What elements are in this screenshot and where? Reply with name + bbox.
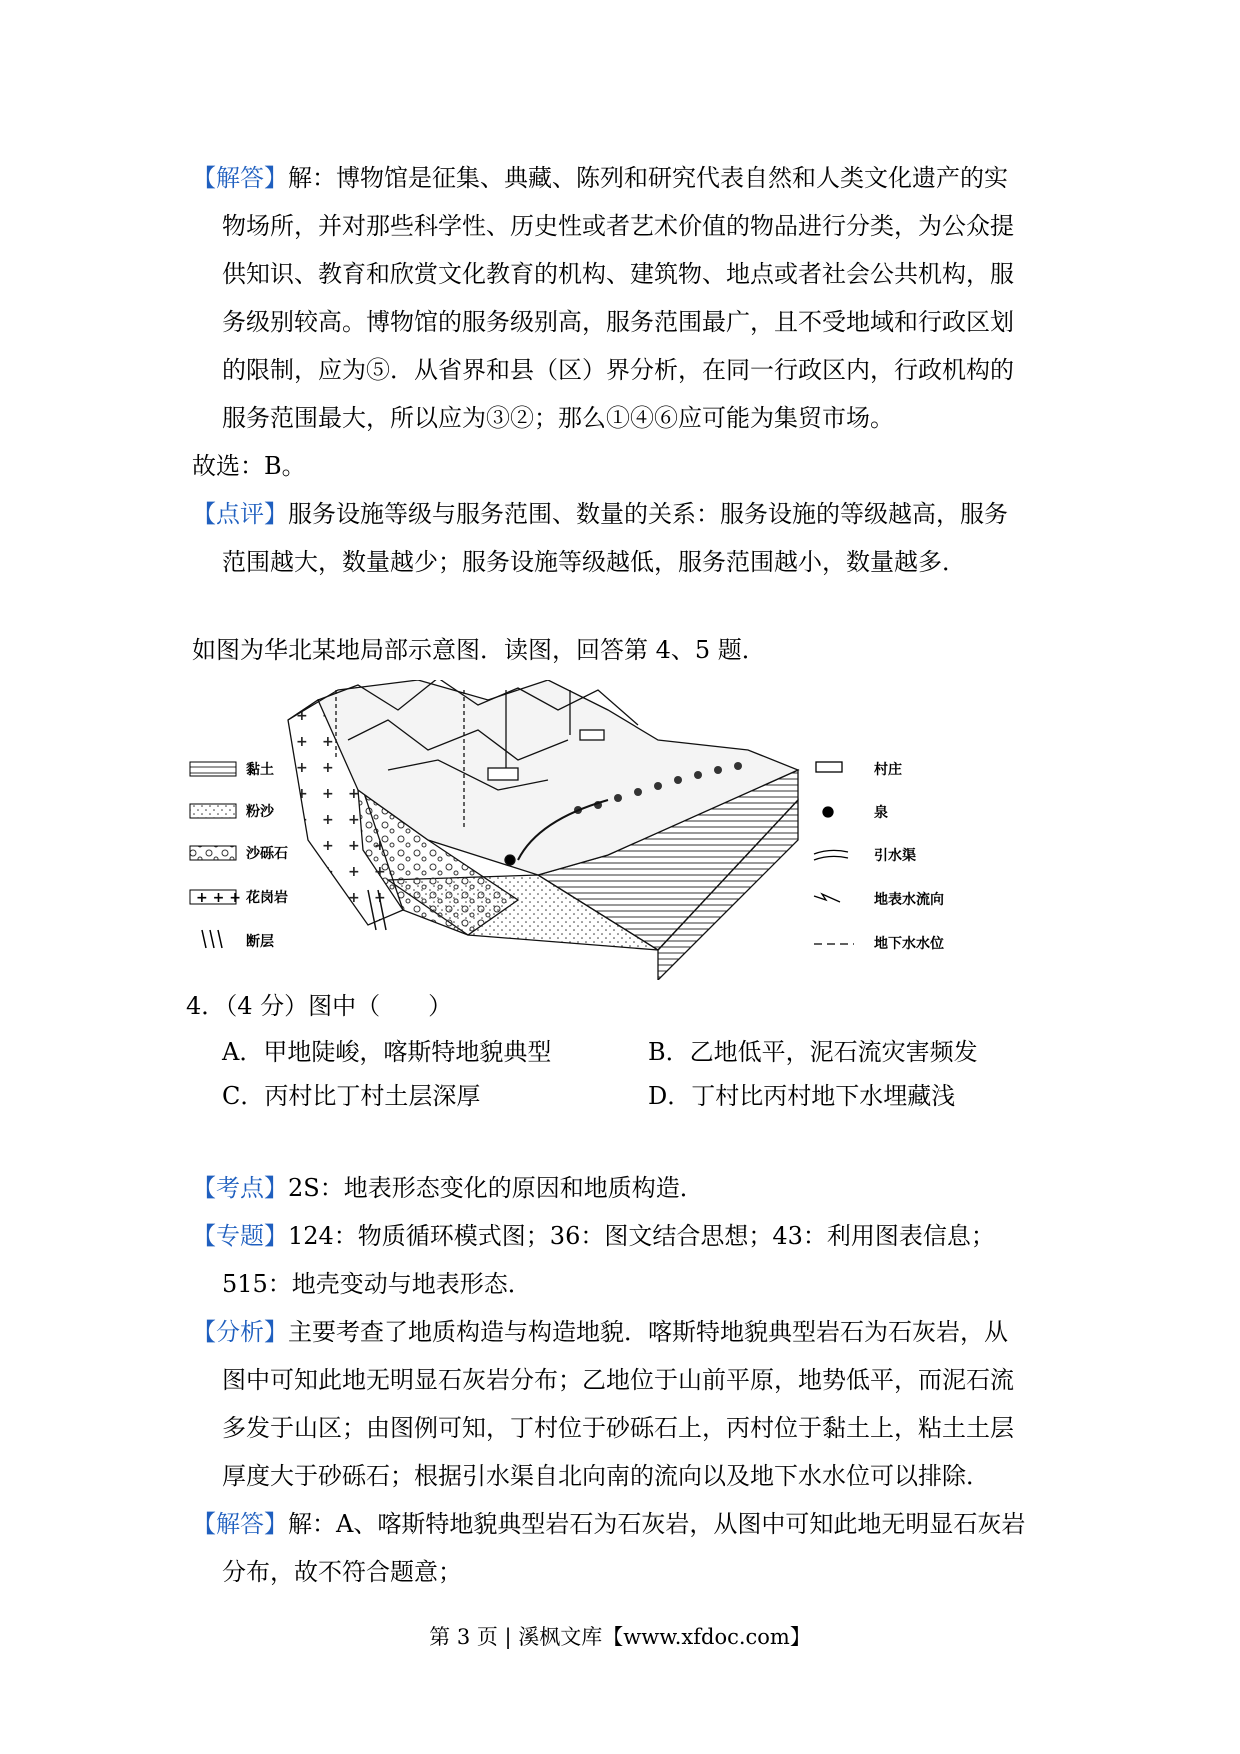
answer-choice: 故选：B。	[192, 452, 306, 480]
answer-explanation-block	[192, 154, 1062, 442]
answer-tag: 【解答】	[192, 1510, 288, 1538]
text-line: 范围越大，数量越少；服务设施等级越低，服务范围越小，数量越多．	[222, 548, 966, 576]
legend-granite-label: 花岗岩	[246, 890, 288, 906]
option-d: D．丁村比丙村地下水埋藏浅	[648, 1082, 956, 1110]
answer-explanation-block-2	[192, 1500, 1062, 1596]
text-line: 服务设施等级与服务范围、数量的关系：服务设施的等级越高，服务	[288, 500, 1008, 528]
text-line: 124：物质循环模式图；36：图文结合思想；43：利用图表信息；	[288, 1222, 995, 1250]
answer-tag: 【解答】	[192, 164, 288, 192]
fenxi-tag: 【分析】	[192, 1318, 288, 1346]
review-tag: 【点评】	[192, 500, 288, 528]
review-block	[192, 490, 1062, 586]
text-line: 解：博物馆是征集、典藏、陈列和研究代表自然和人类文化遗产的实	[288, 164, 1008, 192]
text-line: 物场所，并对那些科学性、历史性或者艺术价值的物品进行分类，为公众提	[222, 212, 1014, 240]
legend-village-label: 村庄	[874, 762, 902, 778]
zhuanti-tag: 【专题】	[192, 1222, 288, 1250]
text-line: 务级别较高。博物馆的服务级别高，服务范围最广，且不受地域和行政区划	[222, 308, 1014, 336]
zhuanti-block	[192, 1212, 1062, 1308]
question-stem: 4．（4 分）图中（ ）	[186, 992, 453, 1020]
text-line: 解：A、喀斯特地貌典型岩石为石灰岩，从图中可知此地无明显石灰岩	[288, 1510, 1026, 1538]
text-line: 多发于山区；由图例可知，丁村位于砂砾石上，丙村位于黏土上，粘土土层	[222, 1414, 1014, 1442]
text-line: 厚度大于砂砾石；根据引水渠自北向南的流向以及地下水水位可以排除．	[222, 1462, 990, 1490]
option-b: B．乙地低平，泥石流灾害频发	[648, 1038, 978, 1066]
svg-text:+ + +: + + +	[196, 890, 241, 906]
kaodian-tag: 【考点】	[192, 1174, 288, 1202]
fenxi-block	[192, 1308, 1062, 1500]
page-footer: 第 3 页 | 溪枫文库【www.xfdoc.com】	[429, 1625, 811, 1649]
text-line: 供知识、教育和欣赏文化教育的机构、建筑物、地点或者社会公共机构，服	[222, 260, 1014, 288]
legend-fault-label: 断层	[246, 934, 274, 950]
legend-surface-flow-label: 地表水流向	[874, 892, 944, 908]
legend-right	[814, 762, 854, 944]
text-line: 2S：地表形态变化的原因和地质构造．	[288, 1174, 704, 1202]
text-line: 分布，故不符合题意；	[222, 1558, 462, 1586]
legend-silt-label: 粉沙	[246, 804, 274, 820]
text-line: 的限制，应为⑤．从省界和县（区）界分析，在同一行政区内，行政机构的	[222, 356, 1014, 384]
kaodian-block	[192, 1164, 1062, 1212]
question-intro: 如图为华北某地局部示意图．读图，回答第 4、5 题．	[192, 636, 766, 664]
geology-block-diagram	[188, 680, 1008, 980]
text-line: 515：地壳变动与地表形态．	[222, 1270, 532, 1298]
legend-canal-label: 引水渠	[874, 848, 916, 864]
legend-groundwater-label: 地下水水位	[874, 936, 944, 952]
legend-gravel-label: 沙砾石	[246, 846, 288, 862]
legend-left	[190, 762, 241, 948]
terrain-block	[288, 680, 798, 980]
text-line: 主要考查了地质构造与构造地貌．喀斯特地貌典型岩石为石灰岩，从	[288, 1318, 1008, 1346]
legend-spring-label: 泉	[874, 805, 888, 821]
text-line: 图中可知此地无明显石灰岩分布；乙地位于山前平原，地势低平，而泥石流	[222, 1366, 1014, 1394]
option-c: C．丙村比丁村土层深厚	[222, 1082, 481, 1110]
legend-clay-label: 黏土	[246, 762, 274, 778]
option-a: A．甲地陡峻，喀斯特地貌典型	[222, 1038, 552, 1066]
text-line: 服务范围最大，所以应为③②；那么①④⑥应可能为集贸市场。	[222, 404, 894, 432]
